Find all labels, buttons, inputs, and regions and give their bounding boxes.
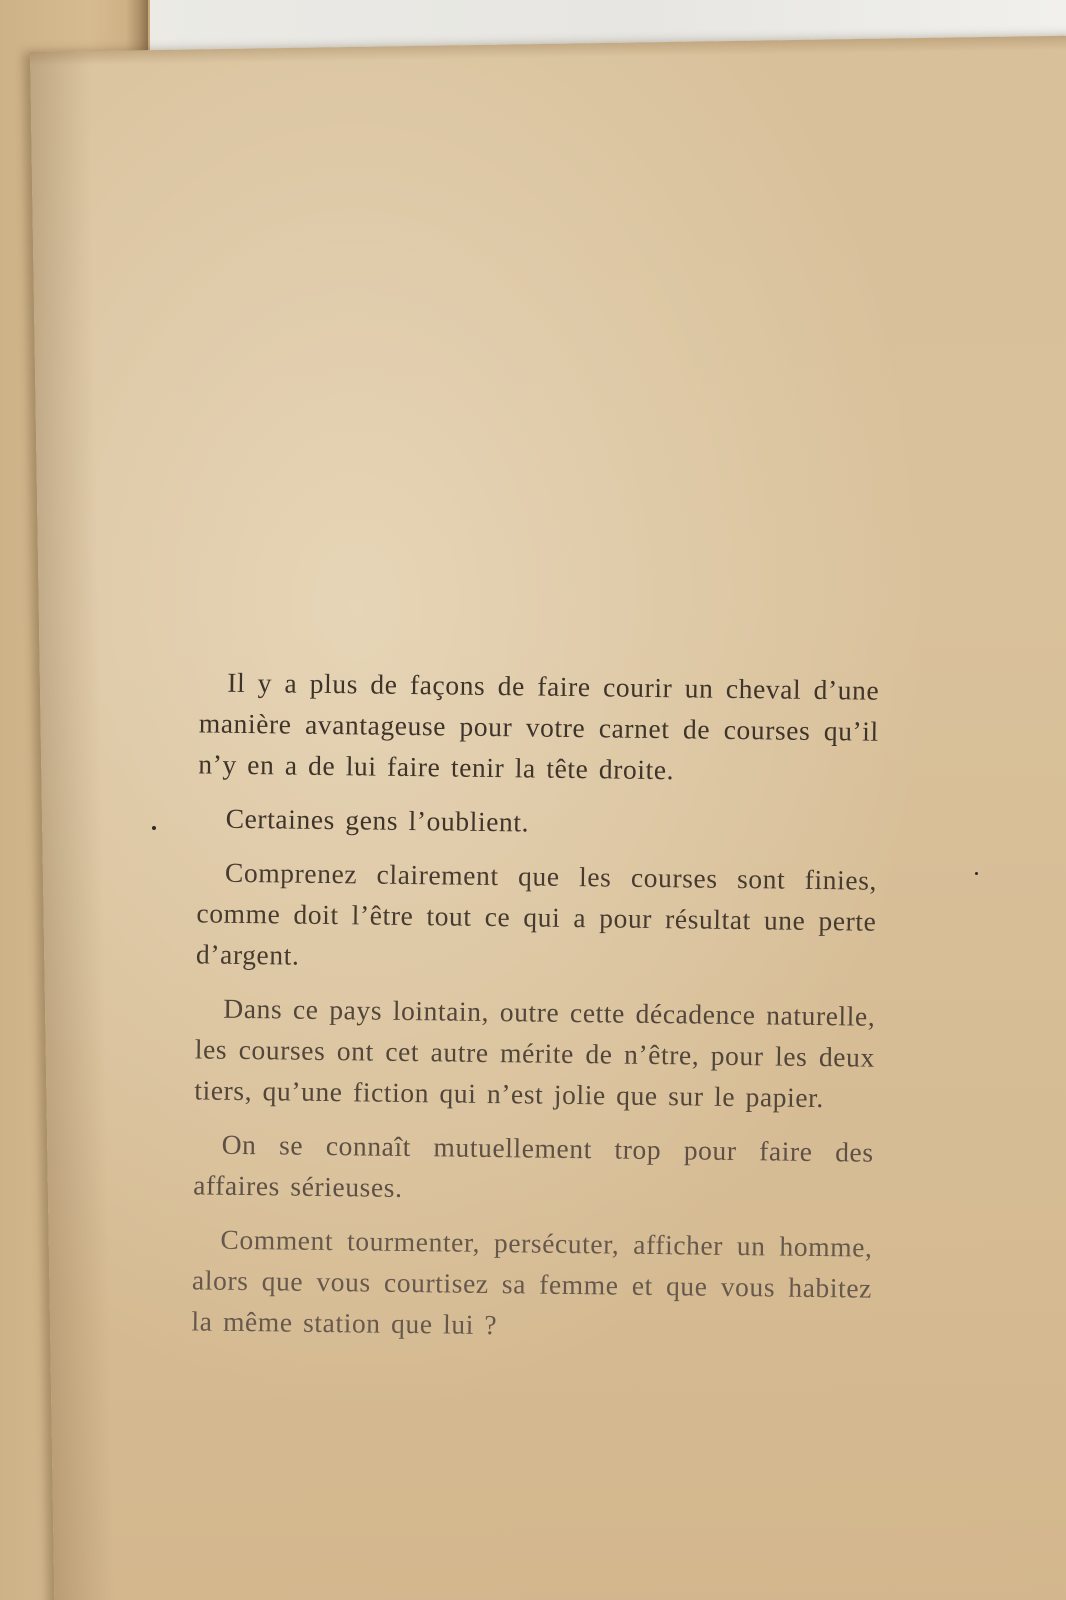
- paragraph-3: Comprenez clairement que les courses sont finies, comme doit l’être tout ce qui a pour résultat une perte d’argent.: [195, 856, 878, 971]
- page-text: [191, 661, 879, 1362]
- paper-speck: [152, 826, 156, 830]
- paragraph-2: Certaines gens l’oublient.: [225, 802, 530, 838]
- paragraph-5: On se connaît mutuellement trop pour faire des affaires sérieuses.: [193, 1128, 874, 1203]
- paragraph-6: Comment tourmenter, persécuter, afficher un homme, alors que vous courtisez sa femme et que vous habitez la même station que lui ?: [191, 1223, 873, 1341]
- book-page: [30, 35, 1066, 1600]
- paper-speck: [975, 872, 978, 875]
- paragraph-1: Il y a plus de façons de faire courir un cheval d’une manière avantageuse pour votre carnet de courses qu’il n’y en a de lui faire tenir la tête droite.: [198, 666, 880, 786]
- paragraph-4: Dans ce pays lointain, outre cette décadence naturelle, les courses ont cet autre mérite de n’être, pour les deux tiers, qu’une fiction qui n’est jolie que sur le papier.: [194, 992, 876, 1114]
